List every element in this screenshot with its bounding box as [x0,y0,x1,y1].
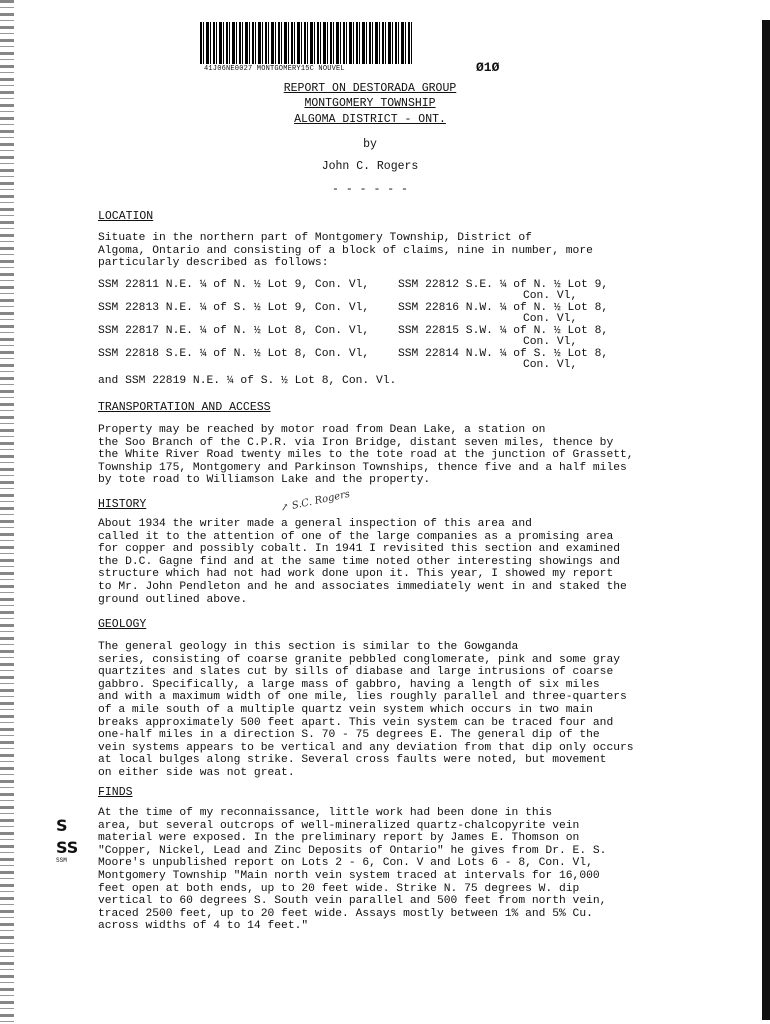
claim-row [98,302,609,325]
claim-continuation: Con. Vl, [523,359,578,371]
township-title: MONTGOMERY TOWNSHIP [304,97,436,110]
claim-row [98,348,609,371]
claim-left: SSM 22818 S.E. ¼ of N. ½ Lot 8, Con. Vl, [98,348,370,360]
geology-heading: GEOLOGY [98,618,147,631]
finds-text: At the time of my reconnaissance, little work had been done in this area, but several outcrops of well-mineralized quartz-chalcopyrite vein material were exposed. In the preliminary report by James E. Thomson on "Copper, Nickel, Lead and Zinc Deposits of Ontario" he gives from Dr. E. S. Moore's unpublished report on Lots 2 - 6, Con. V and Lots 6 - 8, Con. Vl, Montgomery Township "Main north vein system traced at intervals for 16,000 feet open at both ends, up to 20 feet wide. Strike N. 75 degrees W. dip vertical to 60 degrees S. South vein parallel and 500 feet from north vein, traced 2500 feet, up to 20 feet wide. Assays mostly between 1% and 5% Cu. across widths of 4 to 14 feet." [98,807,607,933]
claim-continuation: Con. Vl, [523,336,578,348]
history-text: About 1934 the writer made a general inspection of this area and called it to the attention of one of the large companies as a promising area for copper and possibly cobalt. In 1941 I revisited this section and examined the D.C. Gagne find and at the same time noted other interesting showings and structure which had not had work done upon it. This year, I showed my report to Mr. John Pendleton and he and associates immediately went in and staked the ground outlined above. [98,518,627,606]
claim-row [98,325,609,348]
claim-right: SSM 22814 N.W. ¼ of S. ½ Lot 8, [398,348,609,360]
claims-list [98,279,609,388]
claim-continuation: Con. Vl, [523,313,578,325]
claim-continuation: Con. Vl, [523,290,578,302]
barcode [200,22,412,64]
claim-left: SSM 22811 N.E. ¼ of N. ½ Lot 9, Con. Vl, [98,279,370,291]
margin-stamp-text: SSM [56,857,67,864]
document-number: Ø1Ø [476,60,500,75]
geology-text: The general geology in this section is similar to the Gowganda series, consisting of coarse granite pebbled conglomerate, pink and some gray quartzites and slates cut by sills of diabase and large intrusions of coarse gabbro. Specifically, a large mass of gabbro, having a length of six miles and with a maximum width of one mile, lies roughly parallel and three-quarters of a mile south of a multiple quartz vein system which occurs in two main breaks approximately 500 feet apart. This vein system can be traced four and one-half miles in a direction S. 70 - 75 degrees E. The general dip of the vein systems appears to be vertical and any deviation from that dip only occurs at local bulges along strike. Several cross faults were noted, but movement on either side was not great. [98,641,634,779]
transportation-heading: TRANSPORTATION AND ACCESS [98,401,271,414]
report-title: REPORT ON DESTORADA GROUP [283,82,457,95]
margin-stamp-mark: SS [56,838,79,857]
history-heading: HISTORY [98,498,147,511]
claim-left: SSM 22813 N.E. ¼ of S. ½ Lot 9, Con. Vl, [98,302,370,314]
finds-heading: FINDS [98,786,133,799]
claim-right: SSM 22812 S.E. ¼ of N. ½ Lot 9, [398,279,609,291]
handwritten-annotation: ↗ S.C. Rogers [279,488,352,515]
claim-left: SSM 22817 N.E. ¼ of N. ½ Lot 8, Con. Vl, [98,325,370,337]
claim-last: and SSM 22819 N.E. ¼ of S. ½ Lot 8, Con. Vl. [98,375,397,387]
claim-right: SSM 22816 N.W. ¼ of N. ½ Lot 8, [398,302,609,314]
author-name: John C. Rogers [321,160,419,173]
transportation-text: Property may be reached by motor road from Dean Lake, a station on the Soo Branch of the C.P.R. via Iron Bridge, distant seven miles, thence by the White River Road twenty miles to the tote road at the junction of Grassett, Township 175, Montgomery and Parkinson Townships, thence five and a half miles by tote road to Williamson Lake and the property. [98,424,634,487]
scan-edge-left [0,0,14,1024]
claim-row [98,279,609,302]
by-line: by [363,138,377,151]
claim-right: SSM 22815 S.W. ¼ of N. ½ Lot 8, [398,325,609,337]
location-heading: LOCATION [98,210,154,223]
barcode-text: 41J06NE0027 MONTGOMERY15C NOUVEL [204,65,345,73]
scan-edge-right [762,20,770,1020]
margin-stamp-mark: S [56,816,68,835]
title-separator: - - - - - - [332,183,408,196]
district-title: ALGOMA DISTRICT - ONT. [294,113,446,126]
location-text: Situate in the northern part of Montgomery Township, District of Algoma, Ontario and consisting of a block of claims, nine in number, more particularly described as follows: [98,232,593,270]
